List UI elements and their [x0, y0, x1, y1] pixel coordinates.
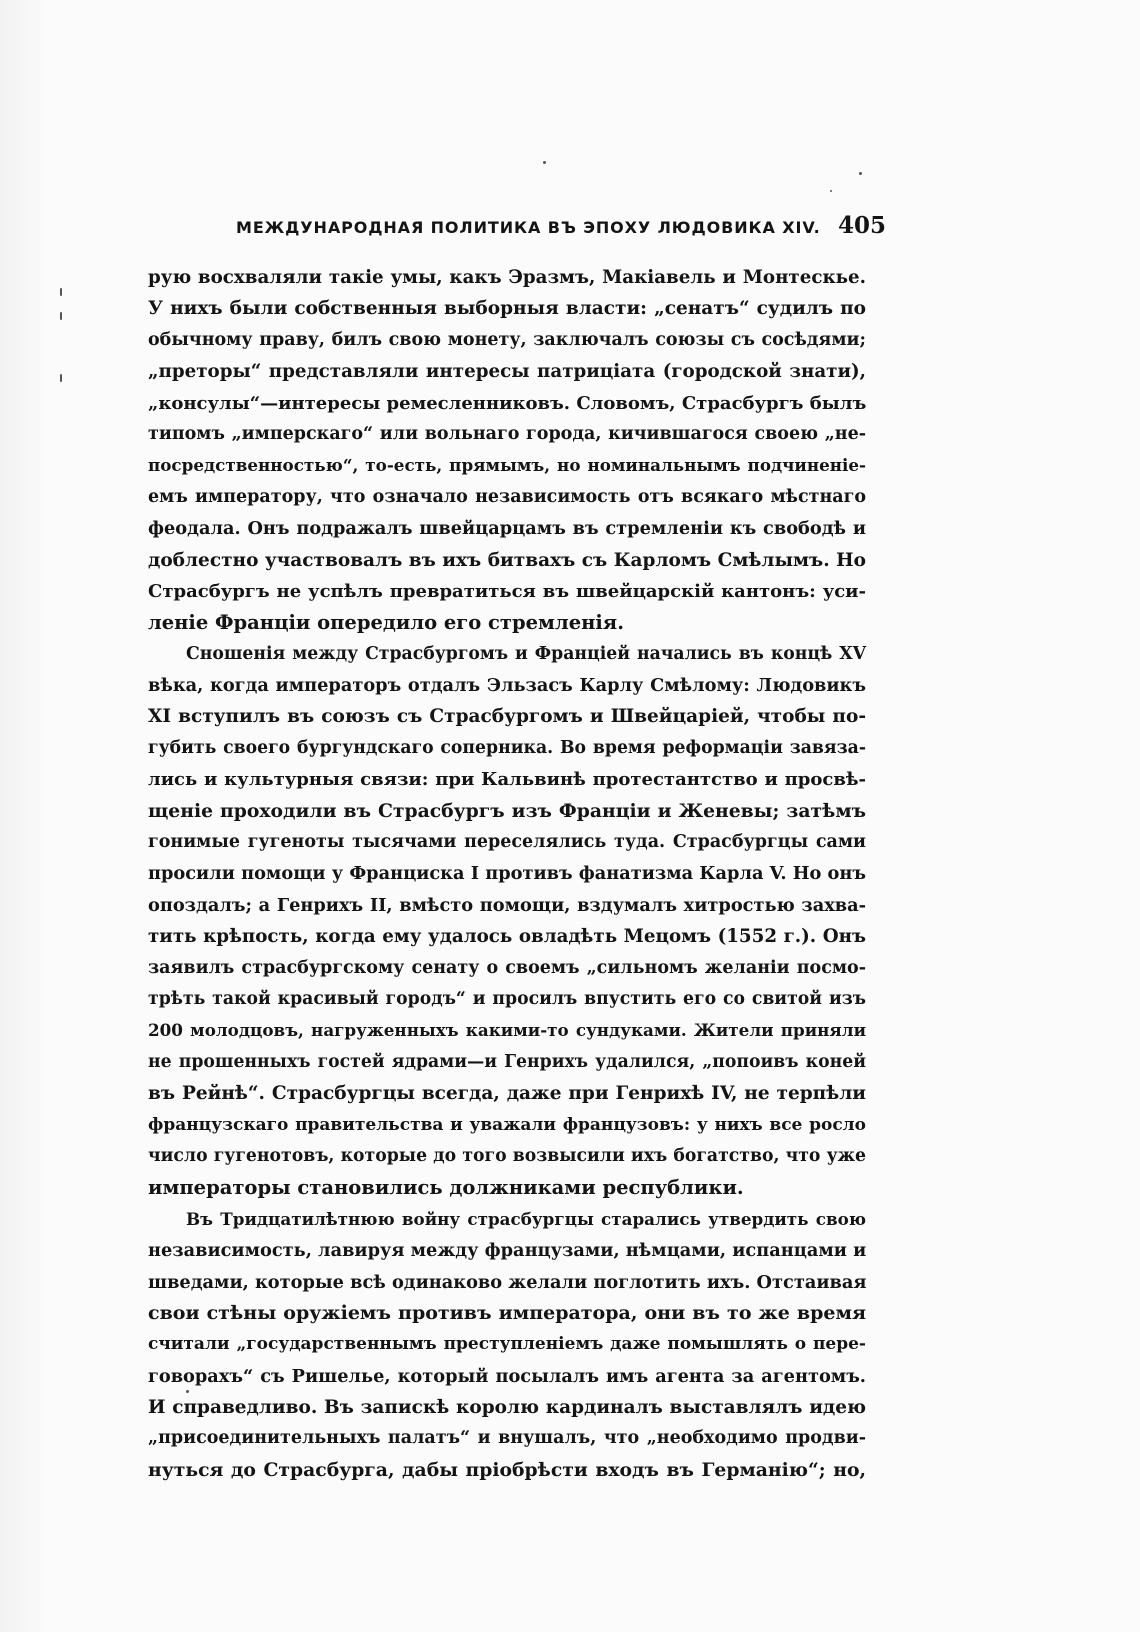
text-line: независимость, лавируя между французами, нѣмцами, испанцами и — [148, 1240, 867, 1262]
running-head: МЕЖДУНАРОДНАЯ ПОЛИТИКА ВЪ ЭПОХУ ЛЮДОВИКА XIV. — [236, 218, 821, 237]
page-edge-shadow — [0, 0, 52, 1632]
text-line: считали „государственнымъ преступленіемъ даже помышлять о пере- — [148, 1334, 866, 1355]
text-line: 200 молодцовъ, нагруженныхъ какими-то сундуками. Жители приняли — [148, 1020, 866, 1041]
scan-speck — [859, 172, 862, 175]
text-line: леніе Франціи опередило его стремленія. — [148, 611, 624, 635]
scan-speck — [60, 288, 62, 296]
text-line: „присоединительныхъ палатъ“ и внушалъ, что „необходимо продви- — [148, 1428, 866, 1449]
text-line: заявилъ страсбургскому сенату о своемъ „сильномъ желаніи посмо- — [148, 957, 866, 978]
text-line: тить крѣпость, когда ему удалось овладѣть Мецомъ (1552 г.). Онъ — [148, 926, 866, 948]
text-line: не прошенныхъ гостей ядрами—и Генрихъ удалился, „попоивъ коней — [148, 1051, 866, 1072]
text-line: Страсбургъ не успѣлъ превратиться въ швейцарскій кантонъ: уси- — [148, 580, 866, 602]
scan-speck — [60, 312, 62, 320]
text-line: свои стѣны оружіемъ противъ императора, они въ то же время — [148, 1301, 866, 1324]
text-line: рую восхваляли такіе умы, какъ Эразмъ, Макіавель и Монтескье. — [148, 267, 866, 288]
text-line: У нихъ были собственныя выборныя власти: „сенатъ“ судилъ по — [148, 298, 866, 320]
text-line: посредственностью“, то-есть, прямымъ, но номинальнымъ подчиненіе- — [148, 455, 866, 476]
text-line: просили помощи у Франциска I противъ фанатизма Карла V. Но онъ — [148, 863, 866, 885]
scan-speck — [830, 190, 832, 192]
text-line: императоры становились должниками республики. — [148, 1176, 744, 1200]
text-line: типомъ „имперскаго“ или вольнаго города, кичившагося своею „не- — [148, 423, 866, 444]
paragraph-start-line: Сношенія между Страсбургомъ и Франціей начались въ концѣ XV — [186, 643, 866, 664]
text-line: „преторы“ представляли интересы патриціата (городской знати), — [148, 361, 866, 383]
text-line: опоздалъ; а Генрихъ II, вмѣсто помощи, вздумалъ хитростью захва- — [148, 894, 866, 916]
text-line: нуться до Страсбурга, дабы пріобрѣсти входъ въ Германію“; но, — [148, 1458, 866, 1481]
text-line: число гугенотовъ, которые до того возвысили ихъ богатство, что уже — [148, 1145, 866, 1166]
text-line: въ Рейнѣ“. Страсбургцы всегда, даже при Генрихѣ IV, не терпѣли — [148, 1083, 866, 1105]
text-line: емъ императору, что означало независимость отъ всякаго мѣстнаго — [148, 486, 866, 507]
text-line: обычному праву, билъ свою монету, заключалъ союзы съ сосѣдями; — [148, 329, 866, 350]
text-line: шведами, которые всѣ одинаково желали поглотить ихъ. Отстаивая — [148, 1271, 867, 1293]
text-line: И справедливо. Въ запискѣ королю кардиналъ выставлялъ идею — [148, 1397, 866, 1419]
text-line: французскаго правительства и уважали французовъ: у нихъ все росло — [148, 1114, 866, 1135]
scan-speck — [60, 374, 62, 382]
text-line: говорахъ“ съ Ришелье, который посылалъ имъ агента за агентомъ. — [148, 1365, 866, 1387]
text-line: доблестно участвовалъ въ ихъ битвахъ съ Карломъ Смѣлымъ. Но — [148, 549, 866, 571]
paragraph-start-line: Въ Тридцатилѣтнюю войну страсбургцы старались утвердить свою — [186, 1208, 866, 1229]
text-line: „консулы“—интересы ремесленниковъ. Словомъ, Страсбургъ былъ — [148, 392, 867, 414]
text-line: трѣть такой красивый городъ“ и просилъ впустить его со свитой изъ — [148, 988, 866, 1009]
page-header — [236, 212, 886, 246]
page-number: 405 — [837, 212, 886, 239]
scan-speck — [543, 161, 546, 164]
text-line: губить своего бургундскаго соперника. Во время реформаціи завяза- — [148, 737, 866, 758]
body-text — [148, 262, 866, 1486]
text-line: феодала. Онъ подражалъ швейцарцамъ въ стремленіи къ свободѣ и — [148, 518, 866, 540]
text-line: XI вступилъ въ союзъ съ Страсбургомъ и Швейцаріей, чтобы по- — [148, 706, 866, 728]
text-line: вѣка, когда императоръ отдалъ Эльзасъ Карлу Смѣлому: Людовикъ — [148, 675, 866, 697]
text-line: щеніе проходили въ Страсбургъ изъ Франціи и Женевы; затѣмъ — [148, 799, 866, 822]
text-line: гонимые гугеноты тысячами переселялись туда. Страсбургцы сами — [148, 832, 866, 853]
text-line: лись и культурныя связи: при Кальвинѣ протестантство и просвѣ- — [148, 769, 866, 791]
